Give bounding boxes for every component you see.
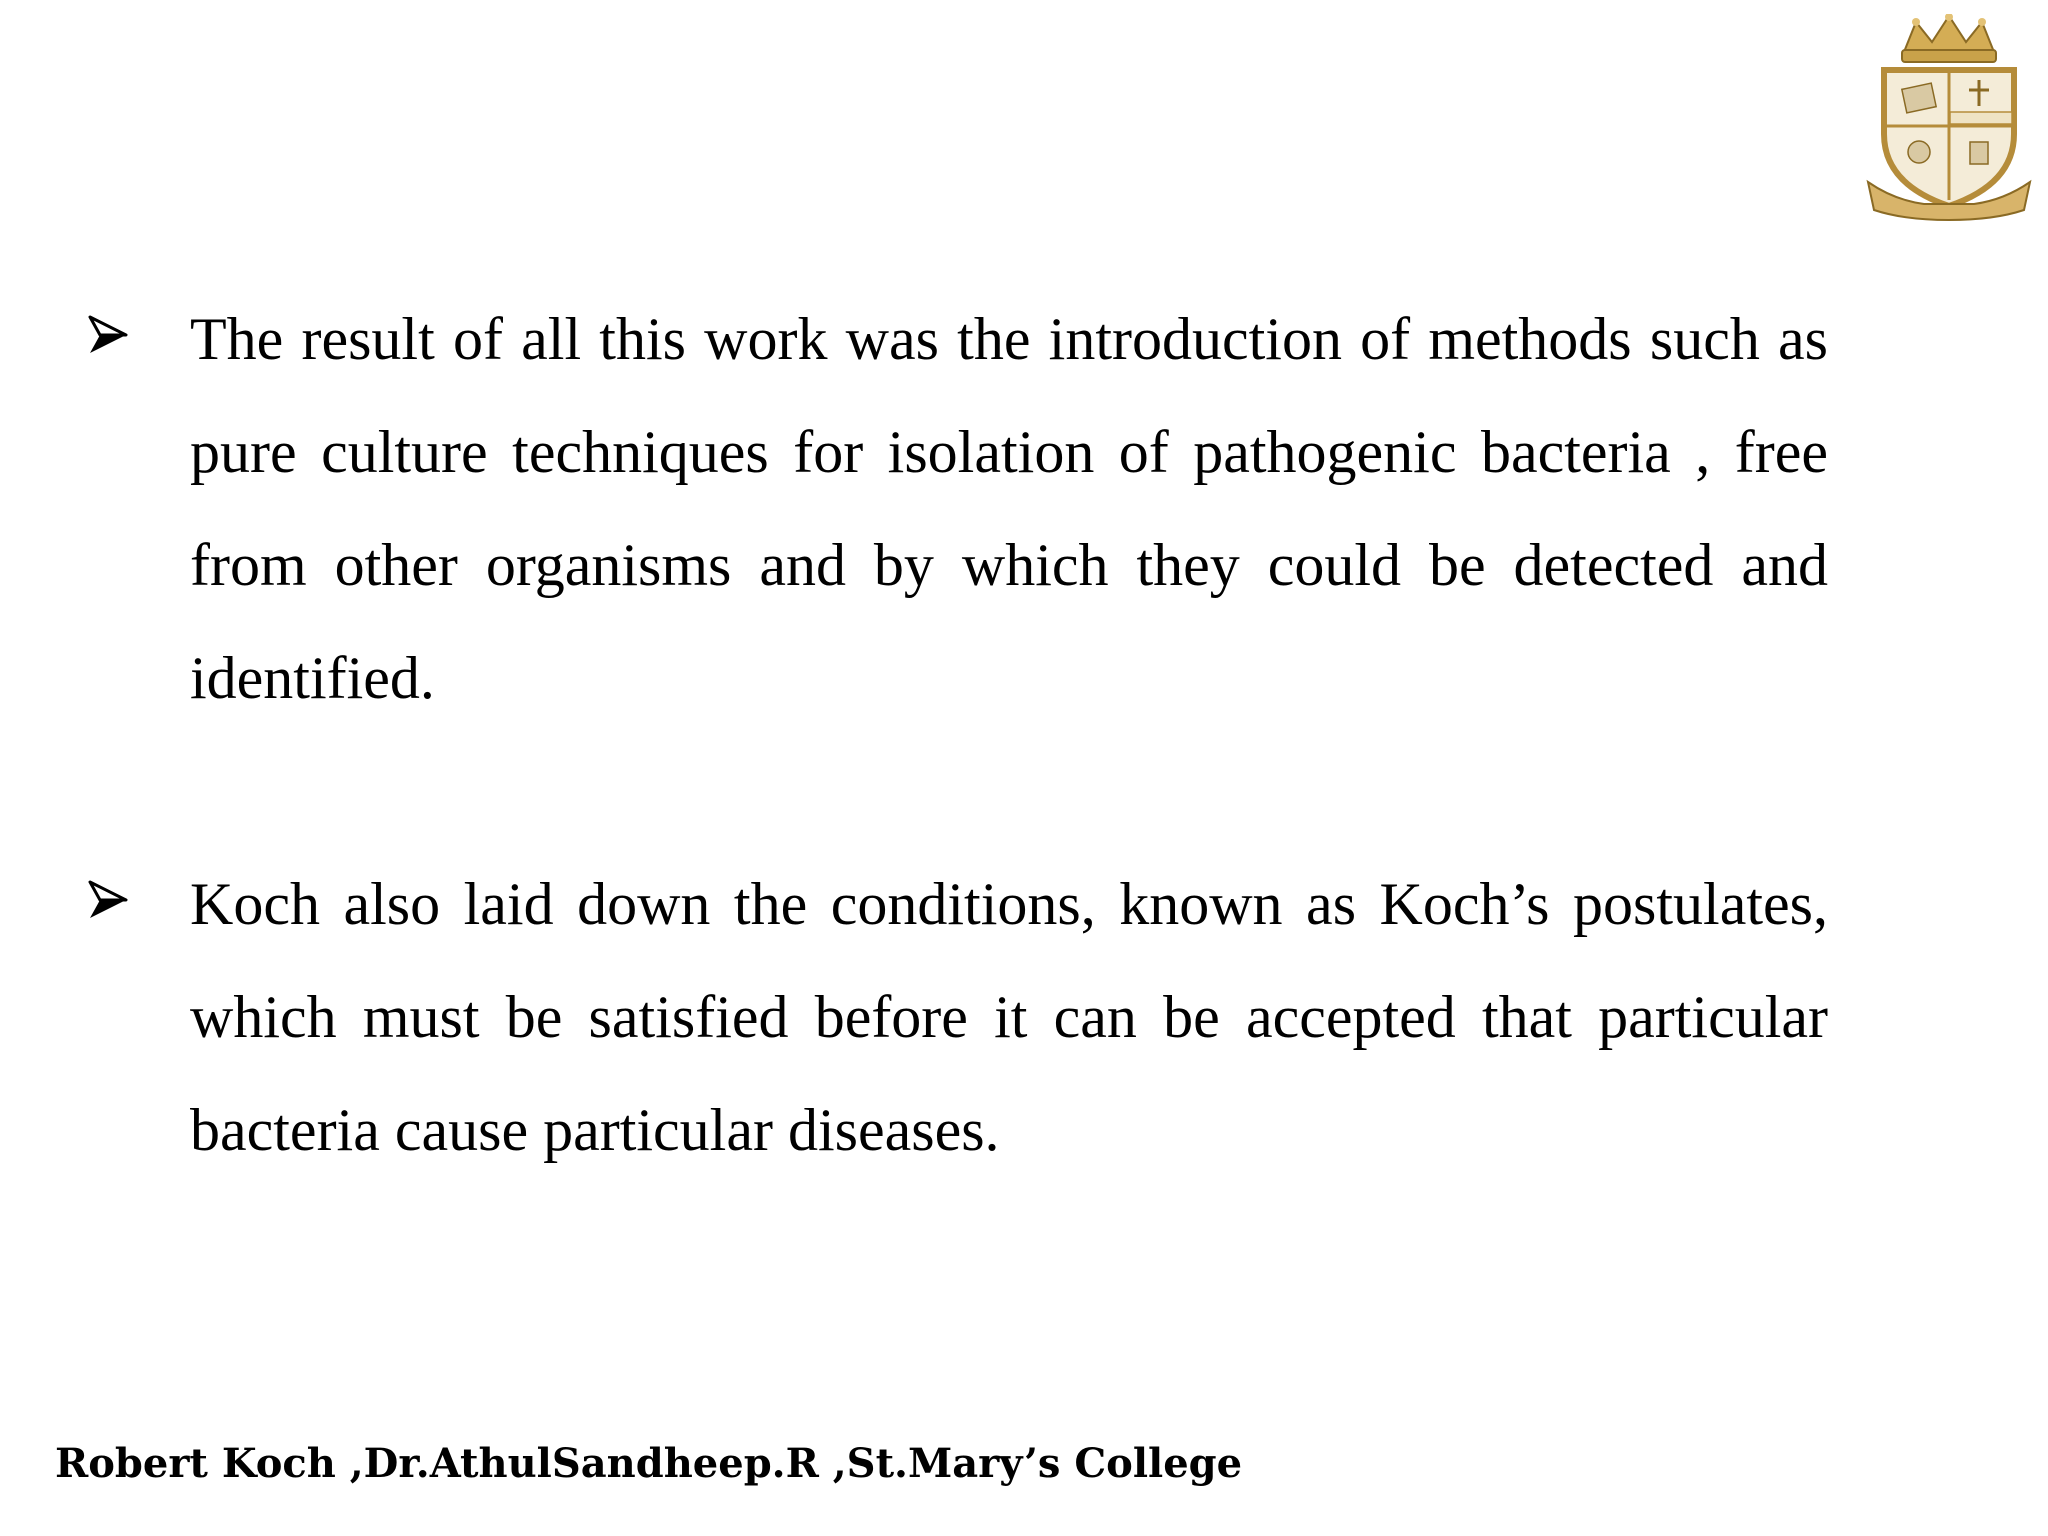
bullet-text: Koch also laid down the conditions, known as Koch’s postulates, which must be satisfied before it can be accepted that particular bacteria cause particular diseases. [190,871,1828,1163]
bullet-text: The result of all this work was the introduction of methods such as pure culture techniques for isolation of pathogenic bacteria , free from other organisms and by which they could be detected and identified. [190,306,1828,711]
arrowhead-bullet-icon [86,313,130,357]
arrowhead-bullet-icon [86,878,130,922]
college-crest-icon [1864,14,2034,224]
slide-footer: Robert Koch ,Dr.AthulSandheep.R ,St.Mary’s College [55,1440,1243,1487]
